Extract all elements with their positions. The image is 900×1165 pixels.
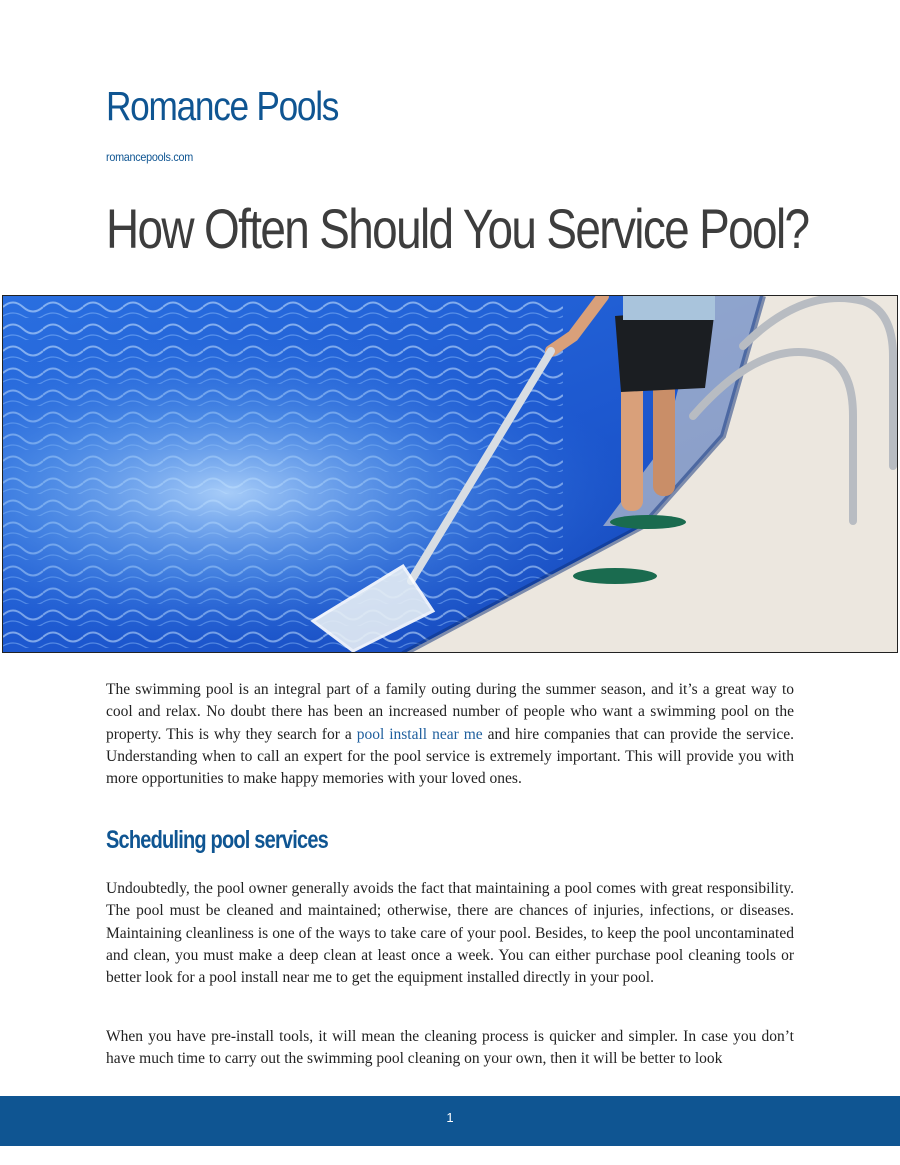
intro-paragraph: [106, 679, 794, 790]
page-number: 1: [446, 1110, 454, 1125]
body-paragraph-continued: When you have pre-install tools, it will mean the cleaning process is quicker and simpler. In case you don’t have much time to carry out the swimming pool cleaning on your own, then it will be better to look: [106, 1028, 794, 1068]
body-paragraph: Undoubtedly, the pool owner generally avoids the fact that maintaining a pool comes with great responsibility. The pool must be cleaned and maintained; otherwise, there are chances of injuries, infections, or diseases. Maintaining cleanliness is one of the ways to take care of your pool. Besides, to keep the pool uncontaminated and clean, you must make a deep clean at least once a week. You can either purchase pool cleaning tools or better look for a pool install near me to get the equipment installed directly in your pool.: [106, 880, 794, 987]
section-heading: Scheduling pool services: [106, 826, 328, 854]
site-brand-title: Romance Pools: [106, 83, 339, 129]
site-domain-link[interactable]: romancepools.com: [106, 150, 193, 164]
intro-text-before-link: The swimming pool is an integral part of a family outing during the summer season, and it’s a great way to cool and relax. No doubt there has been an increased number of people who want a swimming pool on the property. This is why they search for a: [106, 681, 794, 743]
intro-text-after-link: and hire companies that can provide the service. Understanding when to call an expert for the pool service is extremely important. This will provide you with more opportunities to make happy memories with your loved ones.: [106, 725, 794, 788]
hero-image: [2, 295, 898, 653]
pool-install-link[interactable]: pool install near me: [356, 725, 483, 743]
pool-cleaning-photo-icon: [3, 296, 898, 653]
page-title: How Often Should You Service Pool?: [106, 197, 809, 260]
page-footer-bar: [0, 1096, 900, 1146]
